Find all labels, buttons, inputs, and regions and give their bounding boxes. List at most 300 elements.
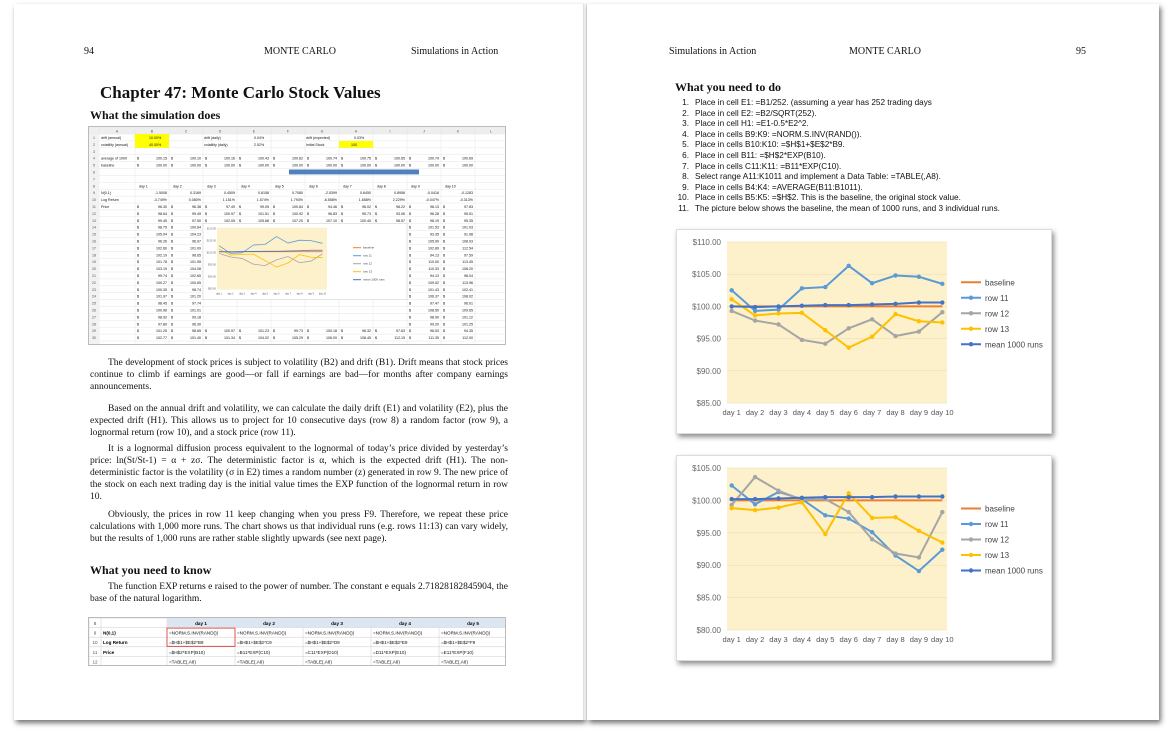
cell-text: $ [409,287,411,292]
data-point [776,322,780,326]
cell-text: $ [375,156,377,161]
know-paragraph: The function EXP returns e raised to the power of number. The constant e equals 2.71828182845904, the base of the natural logarithm. [90,582,508,604]
x-tick-label: day 6 [839,408,858,417]
day-header: day 1 [195,621,207,626]
row-number: 15 [92,232,96,237]
data-point [940,310,944,314]
cell-text: 100.00 [258,163,269,168]
row-number: 14 [92,225,96,230]
cell-text: $ [137,301,139,306]
cell-text: 100.00 [360,163,371,168]
row-number: 8 [93,621,97,626]
data-point [893,334,897,338]
cell-text: $ [137,267,139,272]
cell-text: 1.574% [256,198,269,203]
cell-text: $ [409,218,411,223]
cell-text: 94.46 [328,205,337,209]
cell-text: 100.18 [326,329,337,334]
cell-text: $ [171,232,173,237]
cell-text: $ [171,308,173,313]
cell-text: $ [375,336,377,341]
cell-text: 110.33 [428,267,439,272]
body-paragraph: The development of stock prices is subject to volatility (B2) and drift (B1). Drift means that stock prices continue to climb if earnings are good—or fall if earnings are bad—for months after company earnings announcements. [90,358,508,392]
row-number: 20 [92,267,96,272]
cell-text: 100.35 [156,287,167,292]
cell-text: 99.45 [158,218,167,223]
column-header: J [423,129,425,134]
y-tick-label: $95.00 [696,528,721,538]
row-number: 5 [93,163,95,168]
row-number: 4 [93,156,95,161]
section-heading-simulation: What the simulation does [90,108,221,122]
cell-text: 91.98 [464,232,473,237]
data-point [870,530,874,534]
data-point [847,510,851,514]
cell-text: 0.3169 [190,191,201,196]
data-point [729,297,733,301]
data-point [917,494,921,498]
cell-text: 1.151% [222,198,235,203]
step-item [673,162,1093,173]
legend-marker [969,522,973,526]
cell-text: 0.03% [354,136,365,140]
cell-text: $ [137,218,139,223]
formula-cell: =D11*EXP(E10) [373,649,406,655]
cell-text: 108.45 [360,336,371,341]
column-header: D [218,129,222,134]
cell-text: $ [375,218,377,223]
cell-text: $ [443,225,445,230]
body-paragraph: Obviously, the prices in row 11 keep changing when you press F9. Therefore, we repeat these price calculations with 1,000 more runs. The chart shows us that individual runs (e.g. rows 11:13) can vary widely, but the results of 1,000 runs are rather stable slightly upwards (see next page). [90,510,508,544]
column-header: E [252,129,256,134]
cell-text: 100.64 [190,225,201,230]
cell-text: 96.28 [430,211,439,216]
column-header: F [286,129,290,134]
cell-text: 96.30 [192,322,201,327]
data-point [917,529,921,533]
y-tick-label: $105.00 [692,270,721,280]
cell-text: $ [341,163,343,168]
cell-text: $ [273,218,275,223]
cell-text: 101.09 [190,246,201,251]
cell-text: 100.69 [462,156,473,161]
cell-text: 100.00 [156,163,167,168]
cell-text: 110.00 [428,260,439,265]
data-point [753,502,757,506]
cell-text: $ [409,322,411,327]
step-item [673,151,1093,162]
cell-text: 98.90 [430,315,439,320]
step-item [673,130,1093,141]
cell-text: 99.05 [260,205,269,209]
cell-text: $ [171,156,173,161]
y-tick-label: $85.00 [696,399,721,408]
step-number: 9. [682,182,689,192]
cell-text: 98.22 [396,205,405,209]
formula-cell: =TABLE(,A8) [237,659,264,665]
cell-text: 102.19 [156,253,167,258]
cell-text: $ [205,163,207,168]
column-header: L [490,129,492,134]
cell-text: $ [171,205,173,209]
cell-text: $ [341,336,343,341]
x-tick-label: day 1 [722,635,741,644]
cell-text: 2.229% [392,198,405,203]
cell-text: 101.95 [190,260,201,265]
row-number: 12 [92,659,98,665]
cell-text: 96.26 [158,239,167,244]
row-number: 9 [93,630,97,636]
cell-text: 102.89 [428,246,439,251]
cell-text: $ [239,163,241,168]
data-point [870,516,874,520]
formula-cell: =B11*EXP(C10) [237,649,270,655]
x-tick-label: day 3 [769,408,788,417]
cell-text: $ [409,336,411,341]
plot-area [727,242,947,403]
running-section: Simulations in Action [669,46,757,57]
data-point [893,302,897,306]
row-number: 24 [92,294,96,299]
cell-text: 0.8958 [394,191,405,196]
cell-text: $ [273,156,275,161]
cell-text: 0.080% [188,198,201,203]
cell-text: $ [137,156,139,161]
cell-text: $ [273,336,275,341]
row-number: 10 [92,640,98,646]
cell-text: -0.1283 [460,191,473,196]
cell-text: $ [171,287,173,292]
step-text: Place in cells C11:K11: =B11*EXP(C10). [695,161,842,171]
cell-text: baseline [101,163,115,168]
cell-text: $ [443,315,445,320]
cell-text: $ [443,253,445,258]
y-tick-label: $85.00 [696,593,721,603]
cell-text: 100.65 [190,280,201,285]
cell-text: day 6 [309,184,318,189]
y-tick-label: $95.00 [696,334,721,344]
cell-text: 95.35 [464,218,473,223]
cell-text: 99.74 [158,274,167,278]
row-number: 19 [92,260,96,265]
cell-text: $ [443,260,445,265]
legend-marker [969,553,973,557]
cell-text: $ [375,205,377,209]
cell-text: $ [137,225,139,230]
cell-text: $ [409,301,411,306]
legend-label: row 13 [985,324,1010,334]
step-item [673,119,1093,130]
cell-text: 0.7080 [292,191,303,196]
column-header: I [389,129,391,134]
cell-text: $ [409,260,411,265]
steps-list [673,98,1093,215]
legend-label: row 13 [985,551,1010,560]
cell-text: $ [239,205,241,209]
y-tick-label: $80.00 [696,626,721,635]
data-point [847,491,851,495]
step-text: Place in cells B10:K10: =$H$1+$E$2*B9. [695,140,845,150]
cell-text: 101.03 [462,225,473,230]
data-point [729,288,733,292]
cell-text: 100 [351,142,357,147]
row-number: 26 [92,308,96,313]
cell-text: $ [443,246,445,251]
embedded-xtick: day 2 [227,292,234,296]
cell-text: 101.25 [156,329,167,334]
data-point [893,515,897,519]
cell-text: 98.13 [430,205,439,209]
step-number: 6. [682,150,689,160]
cell-text: $ [137,274,139,278]
x-tick-label: day 9 [909,635,929,644]
row-number: 10 [92,198,96,203]
data-point [940,510,944,514]
cell-text: 108.03 [462,239,473,244]
row-number: 27 [92,315,96,320]
data-point [753,309,757,313]
cell-text: average of 1000 [101,156,127,161]
cell-text: 96.01 [464,301,473,306]
cell-text: 0.6158 [258,191,269,196]
cell-text: $ [137,280,139,285]
data-point [940,540,944,544]
cell-text: Price [101,205,110,209]
step-text: Select range A11:K1011 and implement a Data Table: =TABLE(,A8). [695,172,941,182]
cell-text: 101.97 [156,294,167,299]
cell-text: $ [443,156,445,161]
cell-text: 10.00% [149,136,162,140]
legend-marker [969,568,973,572]
embedded-legend-label: row 11 [363,253,372,258]
column-header: B [150,129,154,134]
cell-text: $ [171,260,173,265]
cell-text: 40.00% [149,142,162,147]
row-number: 8 [93,184,95,189]
data-point [847,303,851,307]
cell-text: -0.0416 [426,191,439,196]
row-number: 1 [93,136,95,140]
cell-text: $ [409,280,411,285]
cell-text: $ [443,322,445,327]
cell-text: drift (daily) [204,136,221,140]
cell-text: 102.65 [190,274,201,278]
row-number: 22 [92,280,96,285]
step-text: Place in cells B5:K5: =$H$2. This is the baseline, the original stock value. [695,193,961,203]
cell-text: 101.78 [156,260,167,265]
step-item [673,109,1093,120]
cell-text: $ [137,239,139,244]
data-point [800,304,804,308]
plot-area [727,468,947,630]
data-point [940,282,944,286]
data-point [893,273,897,277]
cell-text: $ [443,211,445,216]
data-point [729,304,733,308]
cell-text: 105.04 [156,232,167,237]
cell-text: 98.32 [362,329,371,334]
cell-text: $ [307,163,309,168]
cell-text: $ [307,329,309,334]
cell-text: $ [137,322,139,327]
step-number: 1. [682,98,689,107]
legend-label: row 11 [985,293,1009,303]
row-number: 9 [93,191,95,196]
legend-marker [969,296,973,300]
data-point [940,547,944,551]
cell-text: $ [171,253,173,258]
embedded-xtick: day 7 [285,292,291,296]
cell-text: 94.13 [430,253,439,258]
cell-text: 104.08 [190,267,201,272]
cell-text: $ [137,232,139,237]
data-point [847,264,851,268]
row-number: 12 [92,211,96,216]
data-point [823,532,827,536]
data-point [753,305,757,309]
cell-text: 104.23 [190,232,201,237]
cell-text: 102.41 [462,287,473,292]
data-point [893,494,897,498]
cell-text: 98.45 [158,301,167,306]
data-point [823,495,827,499]
x-tick-label: day 3 [769,635,788,644]
cell-text: $ [137,260,139,265]
cell-text: $ [443,218,445,223]
cell-text: $ [137,246,139,251]
cell-text: $ [307,205,309,209]
data-point [729,506,733,510]
data-point [823,285,827,289]
chapter-title: Chapter 47: Monte Carlo Stock Values [100,83,381,102]
cell-text: 107.10 [326,218,337,223]
cell-text: $ [375,163,377,168]
step-text: Place in cells B4:K4: =AVERAGE(B11:B1011). [695,182,863,192]
step-number: 11. [678,203,689,213]
cell-text: 113.45 [462,260,473,265]
cell-text: 106.37 [428,294,439,299]
mini-bar [289,170,419,175]
row-number: 25 [92,301,96,306]
cell-text: 100.92 [292,211,303,216]
cell-text: 100.65 [394,156,405,161]
x-tick-label: day 9 [909,408,929,417]
cell-text: day 5 [275,184,284,189]
embedded-legend-label: row 13 [363,269,373,274]
cell-text: $ [409,274,411,278]
cell-text: $ [137,211,139,216]
cell-text: 96.53 [430,329,439,334]
legend-label: baseline [985,278,1015,288]
cell-text: 98.04 [464,274,473,278]
cell-text: $ [307,336,309,341]
cell-text: 95.51 [464,211,473,216]
page-number: 94 [84,46,94,57]
cell-text: $ [171,163,173,168]
embedded-legend-label: baseline [363,245,375,250]
x-tick-label: day 5 [816,635,835,644]
data-point [870,537,874,541]
data-point [823,513,827,517]
cell-text: $ [171,336,173,341]
cell-text: 109.52 [428,280,439,285]
cell-text: N(0,1) [101,191,111,196]
cell-text: $ [171,267,173,272]
running-title: MONTE CARLO [264,46,336,57]
cell-text: $ [409,225,411,230]
cell-text: -0.313% [459,198,473,203]
cell-text: $ [205,205,207,209]
data-point [753,318,757,322]
cell-text: $ [443,336,445,341]
legend-marker [969,537,973,541]
cell-text: 101.23 [258,329,269,334]
x-tick-label: day 2 [745,408,765,417]
cell-text: 100.97 [224,329,235,334]
cell-text: 100.00 [326,163,337,168]
cell-text: $ [137,163,139,168]
data-point [847,345,851,349]
cell-text: 101.53 [428,225,439,230]
x-tick-label: day 8 [886,635,905,644]
x-tick-label: day 7 [862,635,882,644]
cell-text: 96.30 [158,205,167,209]
x-tick-label: day 7 [862,408,882,417]
cell-text: $ [409,232,411,237]
cell-text: $ [409,267,411,272]
formula-cell: =$H$1+$E$2*B9 [169,640,204,646]
embedded-ytick: $105.00 [206,239,216,243]
data-point [870,281,874,285]
cell-text: day 7 [343,184,352,189]
y-tick-label: $105.00 [692,464,721,473]
step-item [673,193,1093,204]
data-point [800,311,804,315]
cell-text: $ [409,156,411,161]
row-number: 29 [92,329,96,334]
spreadsheet-grid [89,127,506,345]
legend-label: mean 1000 runs [985,566,1043,576]
embedded-xtick: day 4 [250,292,257,296]
cell-text: $ [137,315,139,320]
step-number: 2. [682,108,689,118]
cell-text: $ [171,329,173,334]
data-point [940,494,944,498]
cell-text: 105.29 [292,336,303,341]
row-label: Price [103,649,115,655]
day-header: day 5 [467,621,479,626]
cell-text: 105.68 [258,218,269,223]
cell-text: $ [443,232,445,237]
cell-text: $ [443,205,445,209]
cell-text: $ [409,239,411,244]
cell-text: 113.96 [462,280,473,285]
embedded-xtick: day 10 [318,292,327,296]
cell-text: day 10 [445,184,456,189]
cell-text: $ [205,156,207,161]
cell-text: $ [137,253,139,258]
cell-text: $ [307,211,309,216]
y-tick-label: $90.00 [696,561,721,571]
cell-text: $ [273,163,275,168]
row-number: 21 [92,274,96,278]
cell-text: $ [239,218,241,223]
row-number: 28 [92,322,96,327]
cell-text: 100.27 [156,280,167,285]
step-number: 5. [682,140,689,150]
column-header: G [320,129,324,134]
chart-2 [676,455,1052,661]
